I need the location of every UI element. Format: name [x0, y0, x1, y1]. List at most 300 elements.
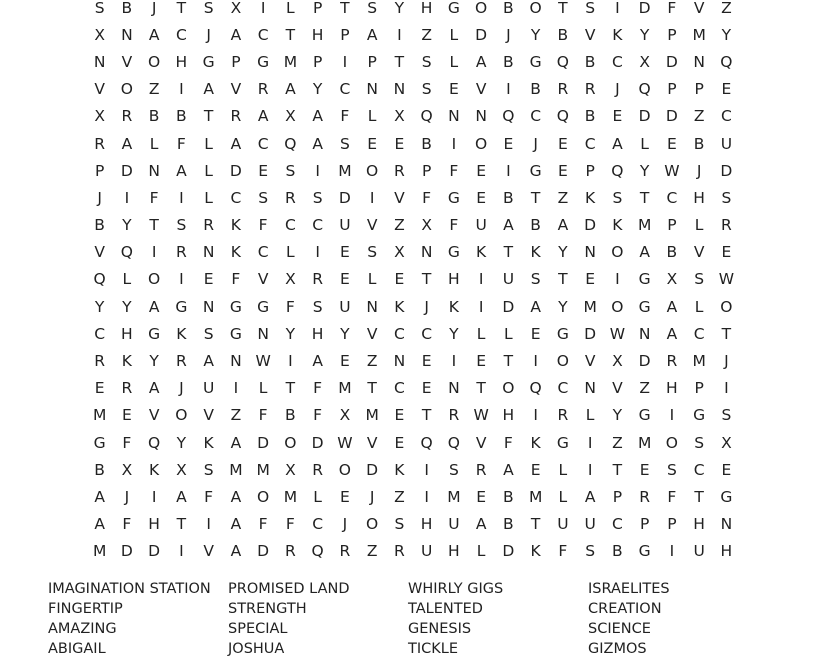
- grid-letter[interactable]: V: [394, 188, 405, 207]
- grid-letter[interactable]: A: [475, 52, 487, 71]
- grid-letter[interactable]: L: [286, 0, 295, 17]
- grid-letter[interactable]: C: [584, 134, 596, 153]
- grid-letter[interactable]: D: [584, 324, 597, 343]
- grid-letter[interactable]: S: [203, 0, 214, 17]
- grid-letter[interactable]: A: [203, 352, 214, 371]
- grid-letter[interactable]: I: [315, 161, 320, 180]
- grid-letter[interactable]: K: [203, 433, 214, 452]
- grid-letter[interactable]: F: [313, 406, 323, 425]
- grid-letter[interactable]: T: [149, 216, 159, 235]
- grid-letter[interactable]: S: [339, 134, 350, 153]
- grid-letter[interactable]: U: [420, 542, 433, 561]
- grid-letter[interactable]: C: [312, 515, 324, 534]
- grid-letter[interactable]: J: [724, 352, 729, 371]
- grid-letter[interactable]: Z: [394, 216, 405, 235]
- grid-letter[interactable]: Z: [639, 379, 650, 398]
- grid-letter[interactable]: E: [339, 270, 350, 289]
- grid-letter[interactable]: A: [230, 134, 242, 153]
- grid-letter[interactable]: A: [557, 216, 569, 235]
- grid-letter[interactable]: D: [257, 542, 270, 561]
- grid-letter[interactable]: V: [94, 80, 105, 99]
- grid-letter[interactable]: I: [424, 460, 429, 479]
- grid-letter[interactable]: U: [557, 515, 569, 534]
- grid-letter[interactable]: L: [558, 487, 568, 506]
- grid-letter[interactable]: B: [584, 107, 596, 126]
- grid-letter[interactable]: D: [120, 542, 133, 561]
- grid-letter[interactable]: H: [121, 324, 133, 343]
- grid-letter[interactable]: Q: [447, 433, 460, 452]
- grid-letter[interactable]: G: [720, 487, 733, 506]
- grid-letter[interactable]: K: [612, 216, 623, 235]
- grid-letter[interactable]: I: [533, 406, 538, 425]
- grid-letter[interactable]: Q: [93, 270, 106, 289]
- grid-letter[interactable]: S: [585, 542, 596, 561]
- grid-letter[interactable]: I: [397, 25, 402, 44]
- grid-letter[interactable]: T: [476, 379, 486, 398]
- grid-letter[interactable]: D: [229, 161, 242, 180]
- grid-letter[interactable]: A: [366, 25, 378, 44]
- grid-letter[interactable]: V: [693, 0, 705, 17]
- grid-letter[interactable]: K: [121, 352, 132, 371]
- grid-letter[interactable]: C: [393, 324, 405, 343]
- grid-letter[interactable]: R: [339, 542, 351, 561]
- grid-letter[interactable]: A: [148, 297, 160, 316]
- grid-letter[interactable]: E: [394, 134, 405, 153]
- grid-letter[interactable]: D: [475, 25, 488, 44]
- grid-letter[interactable]: N: [202, 243, 215, 262]
- grid-letter[interactable]: X: [721, 433, 732, 452]
- grid-letter[interactable]: N: [584, 243, 596, 262]
- grid-letter[interactable]: C: [530, 107, 542, 126]
- grid-letter[interactable]: F: [231, 270, 241, 289]
- grid-letter[interactable]: P: [694, 80, 704, 99]
- grid-letter[interactable]: O: [338, 460, 351, 479]
- grid-letter[interactable]: T: [530, 515, 541, 534]
- grid-letter[interactable]: T: [558, 270, 568, 289]
- grid-letter[interactable]: S: [421, 80, 432, 99]
- grid-letter[interactable]: E: [394, 433, 405, 452]
- grid-letter[interactable]: C: [557, 379, 569, 398]
- grid-letter[interactable]: A: [203, 80, 214, 99]
- grid-letter[interactable]: Q: [311, 542, 324, 561]
- grid-letter[interactable]: I: [724, 379, 729, 398]
- grid-letter[interactable]: Y: [612, 406, 623, 425]
- grid-letter[interactable]: G: [257, 52, 270, 71]
- grid-letter[interactable]: W: [609, 324, 626, 343]
- grid-letter[interactable]: V: [203, 406, 214, 425]
- grid-letter[interactable]: E: [339, 487, 350, 506]
- grid-letter[interactable]: P: [94, 161, 105, 180]
- grid-letter[interactable]: H: [420, 515, 433, 534]
- grid-letter[interactable]: J: [342, 515, 348, 534]
- grid-letter[interactable]: V: [230, 80, 242, 99]
- grid-letter[interactable]: P: [612, 487, 623, 506]
- grid-letter[interactable]: V: [475, 80, 487, 99]
- grid-letter[interactable]: B: [666, 243, 678, 262]
- grid-letter[interactable]: A: [230, 25, 242, 44]
- grid-letter[interactable]: P: [667, 216, 677, 235]
- grid-letter[interactable]: E: [666, 134, 677, 153]
- grid-letter[interactable]: S: [721, 406, 732, 425]
- grid-letter[interactable]: K: [176, 324, 187, 343]
- grid-letter[interactable]: A: [503, 460, 514, 479]
- grid-letter[interactable]: E: [639, 460, 650, 479]
- grid-letter[interactable]: L: [122, 270, 132, 289]
- grid-letter[interactable]: B: [503, 52, 514, 71]
- grid-letter[interactable]: N: [475, 107, 487, 126]
- grid-letter[interactable]: S: [721, 188, 732, 207]
- grid-letter[interactable]: F: [176, 134, 186, 153]
- grid-letter[interactable]: L: [258, 379, 268, 398]
- grid-letter[interactable]: R: [94, 134, 106, 153]
- grid-letter[interactable]: H: [666, 379, 678, 398]
- grid-letter[interactable]: N: [121, 25, 133, 44]
- grid-letter[interactable]: U: [720, 134, 733, 153]
- grid-letter[interactable]: C: [230, 188, 242, 207]
- grid-letter[interactable]: H: [311, 25, 324, 44]
- grid-letter[interactable]: R: [257, 80, 269, 99]
- grid-letter[interactable]: N: [584, 379, 596, 398]
- grid-letter[interactable]: L: [204, 134, 213, 153]
- grid-letter[interactable]: E: [394, 270, 405, 289]
- grid-letter[interactable]: S: [285, 161, 296, 180]
- grid-letter[interactable]: N: [638, 324, 651, 343]
- grid-letter[interactable]: F: [558, 542, 568, 561]
- grid-letter[interactable]: V: [121, 52, 133, 71]
- grid-letter[interactable]: L: [449, 52, 459, 71]
- grid-letter[interactable]: N: [393, 80, 406, 99]
- grid-letter[interactable]: T: [503, 243, 514, 262]
- grid-letter[interactable]: A: [312, 134, 323, 153]
- grid-letter[interactable]: X: [394, 107, 405, 126]
- grid-letter[interactable]: T: [203, 107, 214, 126]
- grid-letter[interactable]: Z: [721, 0, 732, 17]
- grid-letter[interactable]: X: [230, 0, 242, 17]
- grid-letter[interactable]: R: [230, 107, 242, 126]
- grid-letter[interactable]: A: [666, 324, 678, 343]
- grid-letter[interactable]: E: [476, 188, 487, 207]
- grid-letter[interactable]: E: [121, 406, 132, 425]
- grid-letter[interactable]: C: [257, 134, 269, 153]
- grid-letter[interactable]: R: [312, 460, 324, 479]
- grid-letter[interactable]: E: [94, 379, 105, 398]
- grid-letter[interactable]: U: [339, 216, 351, 235]
- grid-letter[interactable]: L: [449, 25, 459, 44]
- grid-letter[interactable]: G: [638, 542, 651, 561]
- grid-letter[interactable]: N: [693, 52, 705, 71]
- grid-letter[interactable]: F: [258, 515, 268, 534]
- grid-letter[interactable]: A: [148, 379, 160, 398]
- grid-letter[interactable]: E: [339, 243, 350, 262]
- grid-letter[interactable]: H: [448, 270, 460, 289]
- grid-letter[interactable]: N: [448, 107, 460, 126]
- grid-letter[interactable]: K: [530, 243, 541, 262]
- grid-letter[interactable]: Y: [122, 297, 132, 316]
- grid-letter[interactable]: I: [587, 460, 593, 479]
- grid-letter[interactable]: V: [366, 433, 378, 452]
- grid-letter[interactable]: S: [94, 0, 105, 17]
- grid-letter[interactable]: R: [720, 216, 732, 235]
- grid-letter[interactable]: M: [637, 433, 652, 452]
- grid-letter[interactable]: F: [449, 216, 459, 235]
- grid-letter[interactable]: C: [421, 324, 433, 343]
- grid-letter[interactable]: U: [693, 542, 705, 561]
- grid-letter[interactable]: Q: [502, 107, 515, 126]
- grid-letter[interactable]: O: [366, 161, 379, 180]
- grid-letter[interactable]: C: [94, 324, 106, 343]
- grid-letter[interactable]: B: [530, 216, 541, 235]
- grid-letter[interactable]: G: [175, 297, 188, 316]
- grid-letter[interactable]: F: [667, 487, 677, 506]
- grid-letter[interactable]: V: [94, 243, 105, 262]
- grid-letter[interactable]: M: [338, 161, 352, 180]
- grid-letter[interactable]: F: [422, 188, 432, 207]
- grid-letter[interactable]: X: [285, 460, 296, 479]
- grid-letter[interactable]: D: [366, 460, 379, 479]
- grid-letter[interactable]: E: [421, 352, 432, 371]
- grid-letter[interactable]: A: [530, 297, 541, 316]
- grid-letter[interactable]: Q: [529, 379, 542, 398]
- grid-letter[interactable]: G: [447, 243, 460, 262]
- grid-letter[interactable]: Z: [421, 25, 432, 44]
- grid-letter[interactable]: J: [124, 487, 130, 506]
- grid-letter[interactable]: B: [503, 487, 514, 506]
- grid-letter[interactable]: H: [448, 542, 460, 561]
- grid-letter[interactable]: H: [693, 188, 705, 207]
- grid-letter[interactable]: R: [584, 80, 596, 99]
- grid-letter[interactable]: S: [612, 188, 623, 207]
- grid-letter[interactable]: S: [258, 188, 269, 207]
- grid-letter[interactable]: X: [176, 460, 187, 479]
- grid-letter[interactable]: H: [720, 542, 733, 561]
- grid-letter[interactable]: O: [665, 433, 678, 452]
- grid-letter[interactable]: I: [451, 134, 457, 153]
- grid-letter[interactable]: Q: [556, 107, 569, 126]
- grid-letter[interactable]: O: [720, 297, 733, 316]
- grid-letter[interactable]: S: [394, 515, 405, 534]
- grid-letter[interactable]: C: [611, 515, 623, 534]
- grid-letter[interactable]: H: [148, 515, 160, 534]
- grid-letter[interactable]: A: [230, 487, 242, 506]
- grid-letter[interactable]: Y: [149, 352, 159, 371]
- grid-letter[interactable]: A: [312, 352, 323, 371]
- grid-letter[interactable]: K: [448, 297, 459, 316]
- grid-letter[interactable]: Z: [366, 542, 378, 561]
- grid-letter[interactable]: K: [394, 460, 405, 479]
- grid-letter[interactable]: R: [393, 161, 405, 180]
- grid-letter[interactable]: J: [179, 379, 184, 398]
- grid-letter[interactable]: F: [285, 297, 295, 316]
- grid-letter[interactable]: V: [203, 542, 214, 561]
- grid-letter[interactable]: A: [612, 134, 623, 153]
- grid-letter[interactable]: G: [638, 406, 651, 425]
- grid-letter[interactable]: K: [476, 243, 487, 262]
- grid-letter[interactable]: R: [94, 352, 106, 371]
- grid-letter[interactable]: Z: [230, 406, 242, 425]
- grid-letter[interactable]: D: [665, 107, 678, 126]
- grid-letter[interactable]: S: [203, 324, 214, 343]
- grid-letter[interactable]: M: [92, 542, 107, 561]
- grid-letter[interactable]: N: [393, 352, 406, 371]
- grid-letter[interactable]: U: [584, 515, 596, 534]
- grid-letter[interactable]: L: [694, 216, 704, 235]
- grid-letter[interactable]: E: [258, 161, 269, 180]
- grid-letter[interactable]: X: [339, 406, 351, 425]
- grid-letter[interactable]: R: [666, 352, 678, 371]
- grid-letter[interactable]: G: [257, 297, 270, 316]
- grid-letter[interactable]: E: [448, 80, 459, 99]
- grid-letter[interactable]: Y: [312, 80, 323, 99]
- grid-letter[interactable]: P: [421, 161, 432, 180]
- grid-letter[interactable]: E: [203, 270, 214, 289]
- grid-letter[interactable]: B: [503, 0, 514, 17]
- grid-letter[interactable]: K: [530, 542, 541, 561]
- grid-letter[interactable]: S: [312, 188, 323, 207]
- grid-letter[interactable]: J: [206, 25, 211, 44]
- grid-letter[interactable]: U: [502, 270, 515, 289]
- grid-letter[interactable]: S: [585, 0, 596, 17]
- grid-letter[interactable]: J: [615, 80, 620, 99]
- grid-letter[interactable]: V: [475, 433, 487, 452]
- grid-letter[interactable]: F: [258, 406, 268, 425]
- grid-letter[interactable]: F: [122, 433, 132, 452]
- grid-letter[interactable]: N: [720, 515, 733, 534]
- grid-letter[interactable]: Z: [394, 487, 405, 506]
- grid-letter[interactable]: T: [612, 460, 623, 479]
- grid-letter[interactable]: V: [148, 406, 160, 425]
- grid-letter[interactable]: Q: [420, 107, 433, 126]
- grid-letter[interactable]: J: [533, 134, 538, 153]
- grid-letter[interactable]: M: [283, 52, 298, 71]
- grid-letter[interactable]: Q: [611, 161, 624, 180]
- grid-letter[interactable]: V: [366, 216, 378, 235]
- grid-letter[interactable]: I: [206, 515, 211, 534]
- grid-letter[interactable]: A: [230, 433, 242, 452]
- grid-letter[interactable]: Q: [720, 52, 733, 71]
- grid-letter[interactable]: X: [94, 107, 105, 126]
- grid-letter[interactable]: T: [558, 0, 568, 17]
- grid-letter[interactable]: I: [233, 379, 239, 398]
- grid-letter[interactable]: R: [639, 487, 651, 506]
- grid-letter[interactable]: N: [230, 352, 242, 371]
- grid-letter[interactable]: T: [176, 515, 187, 534]
- grid-letter[interactable]: Y: [449, 324, 459, 343]
- grid-letter[interactable]: G: [229, 297, 242, 316]
- grid-letter[interactable]: O: [284, 433, 297, 452]
- grid-letter[interactable]: J: [369, 487, 375, 506]
- grid-letter[interactable]: G: [638, 297, 651, 316]
- grid-letter[interactable]: C: [257, 243, 269, 262]
- grid-letter[interactable]: S: [176, 216, 187, 235]
- grid-letter[interactable]: Q: [420, 433, 433, 452]
- grid-letter[interactable]: K: [149, 460, 160, 479]
- grid-letter[interactable]: B: [421, 134, 432, 153]
- grid-letter[interactable]: O: [556, 352, 569, 371]
- grid-letter[interactable]: F: [340, 107, 350, 126]
- grid-letter[interactable]: X: [421, 216, 432, 235]
- grid-letter[interactable]: T: [176, 0, 187, 17]
- grid-letter[interactable]: I: [342, 52, 348, 71]
- grid-letter[interactable]: Y: [558, 243, 568, 262]
- grid-letter[interactable]: P: [667, 80, 677, 99]
- grid-letter[interactable]: L: [640, 134, 649, 153]
- grid-letter[interactable]: C: [720, 107, 732, 126]
- grid-letter[interactable]: B: [121, 0, 133, 17]
- grid-letter[interactable]: F: [667, 0, 677, 17]
- grid-letter[interactable]: A: [230, 515, 242, 534]
- grid-letter[interactable]: L: [313, 487, 322, 506]
- grid-letter[interactable]: O: [475, 0, 488, 17]
- grid-letter[interactable]: M: [256, 460, 270, 479]
- grid-letter[interactable]: B: [176, 107, 187, 126]
- grid-letter[interactable]: D: [502, 297, 515, 316]
- grid-letter[interactable]: D: [584, 216, 597, 235]
- grid-letter[interactable]: G: [93, 433, 106, 452]
- grid-letter[interactable]: F: [449, 161, 459, 180]
- grid-letter[interactable]: T: [285, 379, 296, 398]
- grid-letter[interactable]: N: [420, 243, 433, 262]
- grid-letter[interactable]: O: [148, 52, 161, 71]
- grid-letter[interactable]: N: [448, 379, 460, 398]
- grid-letter[interactable]: F: [285, 515, 295, 534]
- grid-letter[interactable]: W: [337, 433, 353, 452]
- grid-letter[interactable]: O: [611, 243, 624, 262]
- grid-letter[interactable]: P: [367, 52, 377, 71]
- grid-letter[interactable]: X: [666, 270, 678, 289]
- grid-letter[interactable]: P: [340, 25, 350, 44]
- grid-letter[interactable]: A: [312, 107, 323, 126]
- grid-letter[interactable]: S: [367, 243, 378, 262]
- grid-letter[interactable]: K: [230, 216, 241, 235]
- grid-letter[interactable]: R: [121, 107, 133, 126]
- grid-letter[interactable]: H: [175, 52, 188, 71]
- grid-letter[interactable]: W: [718, 270, 735, 289]
- grid-letter[interactable]: Y: [721, 25, 732, 44]
- grid-letter[interactable]: R: [175, 352, 187, 371]
- grid-letter[interactable]: E: [557, 161, 568, 180]
- grid-letter[interactable]: R: [312, 270, 324, 289]
- grid-letter[interactable]: I: [151, 487, 157, 506]
- grid-letter[interactable]: H: [502, 406, 515, 425]
- grid-letter[interactable]: Q: [284, 134, 297, 153]
- grid-letter[interactable]: M: [283, 487, 298, 506]
- grid-letter[interactable]: Q: [148, 433, 161, 452]
- grid-letter[interactable]: I: [669, 406, 675, 425]
- grid-letter[interactable]: G: [202, 52, 215, 71]
- grid-letter[interactable]: T: [285, 25, 296, 44]
- grid-letter[interactable]: O: [475, 134, 488, 153]
- grid-letter[interactable]: A: [94, 487, 105, 506]
- grid-letter[interactable]: I: [179, 188, 184, 207]
- grid-letter[interactable]: B: [557, 25, 569, 44]
- grid-letter[interactable]: K: [230, 243, 241, 262]
- grid-letter[interactable]: I: [424, 487, 429, 506]
- grid-letter[interactable]: W: [473, 406, 489, 425]
- grid-letter[interactable]: V: [693, 243, 705, 262]
- grid-letter[interactable]: K: [394, 297, 405, 316]
- grid-letter[interactable]: L: [585, 406, 595, 425]
- grid-letter[interactable]: O: [611, 297, 624, 316]
- grid-letter[interactable]: K: [530, 433, 541, 452]
- grid-letter[interactable]: B: [503, 515, 514, 534]
- grid-letter[interactable]: F: [149, 188, 159, 207]
- grid-letter[interactable]: N: [366, 297, 378, 316]
- grid-letter[interactable]: H: [311, 324, 324, 343]
- grid-letter[interactable]: G: [693, 406, 706, 425]
- grid-letter[interactable]: U: [448, 515, 460, 534]
- grid-letter[interactable]: A: [148, 25, 160, 44]
- grid-letter[interactable]: I: [478, 270, 484, 289]
